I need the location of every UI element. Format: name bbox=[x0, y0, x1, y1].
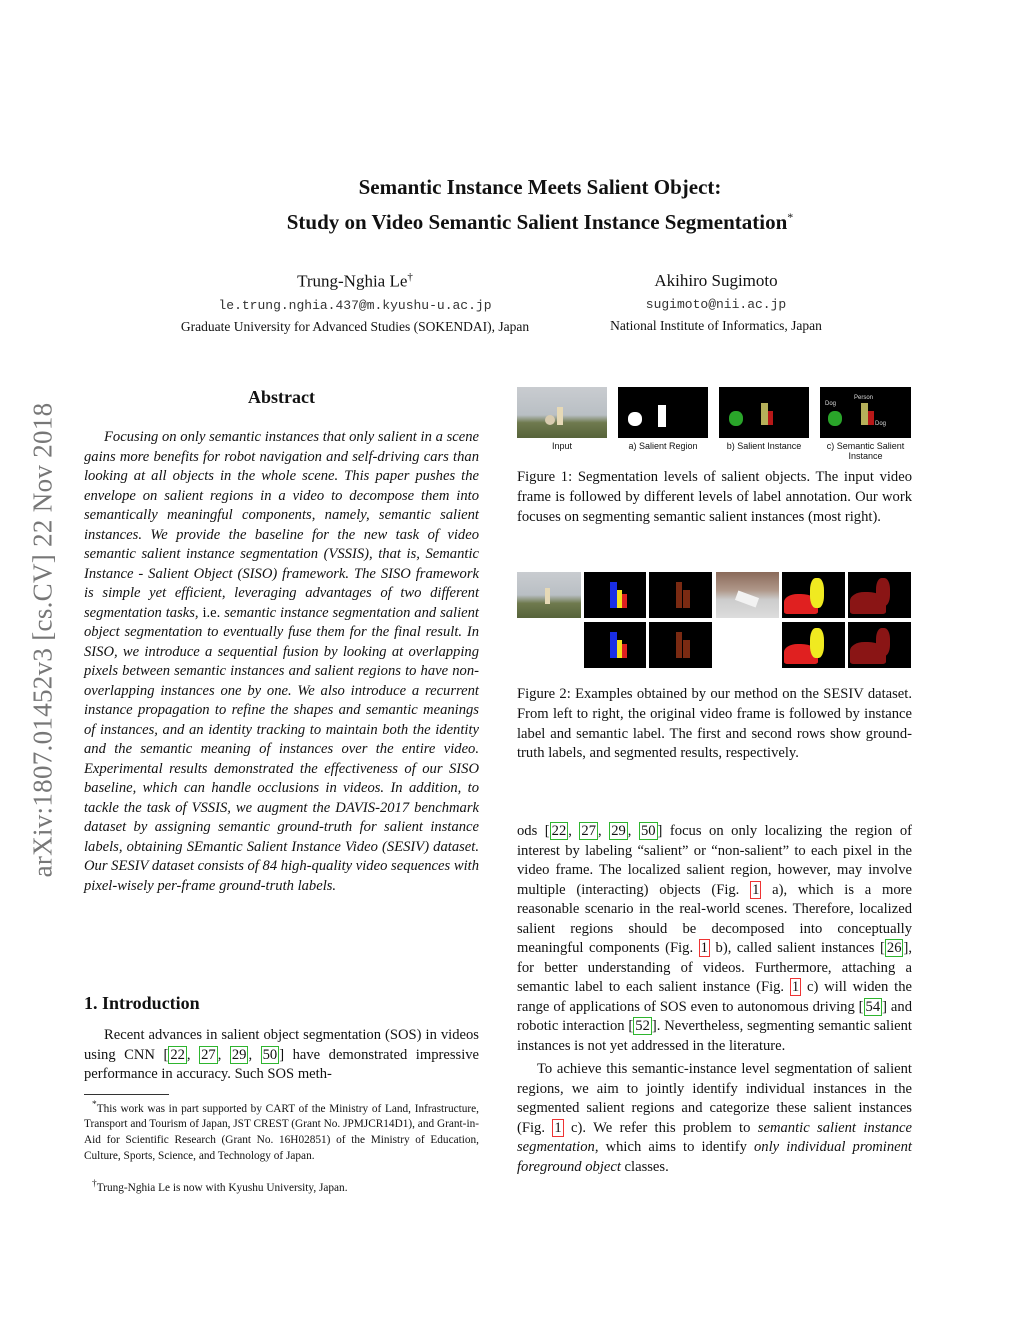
intro-paragraph-1: Recent advances in salient object segmentation (SOS) in videos using CNN [ 22 , 27 , 29 , 50 ] have demonstrated impressive performance in accuracy. Such SOS meth- bbox=[84, 1027, 480, 1083]
citation-27[interactable]: 27 bbox=[201, 1046, 216, 1063]
citation-29[interactable]: 29 bbox=[231, 1046, 247, 1063]
arxiv-stamp-text: arXiv:1807.01452v3 [cs.CV] 22 Nov 2018 bbox=[27, 402, 58, 878]
fig2-instance-gt-1 bbox=[584, 572, 646, 618]
section-heading-introduction: 1. Introduction bbox=[84, 993, 200, 1013]
abstract-heading: Abstract bbox=[248, 387, 315, 407]
fig1-semantic-instance-image bbox=[820, 387, 911, 438]
author-affiliation-2: National Institute of Informatics, Japan bbox=[610, 318, 822, 333]
fig2-instance-result-1 bbox=[584, 622, 646, 668]
fig1-label-semantic-salient-instance: c) Semantic Salient Instance bbox=[826, 441, 905, 461]
title-footnote-mark: * bbox=[787, 210, 794, 224]
fig1-tag-dog-left: Dog bbox=[825, 401, 837, 407]
citation-50[interactable]: 50 bbox=[262, 1046, 278, 1063]
fig1-salient-instance-image bbox=[719, 387, 809, 438]
figure-2 bbox=[517, 572, 912, 669]
author-block-2 bbox=[585, 271, 847, 334]
fig1-label-input: Input bbox=[551, 441, 573, 451]
figure-1-caption: Figure 1: Segmentation levels of salient objects. The input video frame is followed by different levels of label annotation. Our work focuses on segmenting semantic salient instances (most right). bbox=[517, 469, 912, 525]
fig2-frame-2 bbox=[716, 572, 779, 618]
citation-22[interactable]: 22 bbox=[551, 823, 567, 839]
fig2-semantic-gt-1 bbox=[649, 572, 712, 618]
fig2-instance-gt-2 bbox=[782, 572, 845, 618]
figure-ref-1[interactable]: 1 bbox=[791, 979, 800, 995]
fig2-semantic-result-1 bbox=[649, 622, 712, 668]
citation-27[interactable]: 27 bbox=[581, 823, 597, 839]
right-paragraph-2: To achieve this semantic-instance level segmentation of salient regions, we aim to jointly identify individual instances in the segmented salient regions and categorize these salient instances (Fig. 1 c). We refer this problem to semantic salient instance segmentation, which aims to identify only individual prominent foreground object classes. bbox=[517, 1061, 912, 1175]
arxiv-stamp bbox=[18, 340, 68, 940]
fig2-instance-result-2 bbox=[782, 622, 845, 668]
paper-title bbox=[120, 172, 960, 237]
footnote-2: †Trung-Nghia Le is now with Kyushu University, Japan. bbox=[92, 1179, 348, 1194]
citation-50[interactable]: 50 bbox=[640, 823, 656, 839]
author-affiliation-1: Graduate University for Advanced Studies (SOKENDAI), Japan bbox=[180, 318, 530, 334]
figure-ref-1[interactable]: 1 bbox=[554, 1119, 562, 1136]
right-paragraph-1: ods [ 22 , 27 , 29 , 50 ] focus on only localizing the region of interest by labeling “salient” or “non-salient” to each pixel in the video frame. The localized salient region, however, may involve multiple (interacting) objects (Fig. 1 a), which is a more reasonable scenario in the real-world scenes. Therefore, localized salient regions should be decomposed into conceptually meaningful components (Fig. 1 b), called salient instances [ 26 ], for better understanding of videos. Furthermore, attaching a semantic label to each salient instance (Fig. 1 c) will widen the range of applications of SOS even to autonomous driving [ 54 ] and robotic interaction [ 52 ]. Nevertheless, segmenting semantic salient instances is not yet addressed in the literature. bbox=[517, 823, 913, 1054]
title-line-2: Study on Video Semantic Salient Instance Segmentation* bbox=[286, 210, 794, 234]
fig2-frame-1 bbox=[517, 572, 581, 618]
fig2-semantic-gt-2 bbox=[848, 572, 911, 618]
fig1-salient-region-image bbox=[618, 387, 708, 438]
term-prominent-foreground: only individual prominent foreground object bbox=[517, 1139, 912, 1175]
fig1-tag-dog-right: Dog bbox=[875, 421, 887, 427]
author-name-2: Akihiro Sugimoto bbox=[654, 271, 778, 290]
figure-1 bbox=[517, 387, 912, 467]
figure-ref-1[interactable]: 1 bbox=[752, 881, 760, 898]
title-line-1: Semantic Instance Meets Salient Object: bbox=[358, 175, 722, 199]
citation-54[interactable]: 54 bbox=[865, 998, 881, 1015]
figure-2-caption: Figure 2: Examples obtained by our method on the SESIV dataset. From left to right, the original video frame is followed by instance label and semantic label. The first and second rows show ground-truth labels, and segmented results, respectively. bbox=[517, 686, 912, 762]
citation-29[interactable]: 29 bbox=[611, 823, 626, 839]
author-block-1 bbox=[160, 271, 550, 335]
fig1-label-salient-instance: b) Salient Instance bbox=[726, 441, 802, 451]
right-column-body bbox=[517, 822, 912, 1177]
abstract-body: Focusing on only semantic instances that only salient in a scene gains more benefits for robot navigation and self-driving cars than looking at all objects in the whole scene. This paper pushes the envelope on salient regions in a video to decompose them into semantically meaningful components, namely, semantic salient instances. We provide the baseline for the new task of video semantic salient instance segmentation (VSSIS), that is, Semantic Instance - Salient Object (SISO) framework. The SISO framework is simple yet efficient, leveraging advantages of two different segmentation tasks, i.e. semantic instance segmentation and salient object segmentation to eventually fuse them for the final result. In SISO, we introduce a sequential fusion by looking at overlapping pixels between semantic instances and salient regions to have non-overlapping instances one by one. We also introduce a recurrent instance propagation to refine the shapes and semantic meanings of instances, and an identity tracking to maintain both the identity and the semantic meaning of instances over the entire video. Experimental results demonstrated the effectiveness of our SISO baseline, which can handle occlusions in videos. In addition, to tackle the task of VSSIS, we augment the DAVIS-2017 benchmark dataset by assigning semantic ground-truth for salient instance labels, obtaining SEmantic Salient Instance Video (SESIV) dataset. Our SESIV dataset consists of 84 high-quality video sequences with pixel-wisely per-frame ground-truth labels. bbox=[84, 429, 479, 894]
fig1-label-salient-region: a) Salient Region bbox=[628, 441, 698, 451]
citation-22[interactable]: 22 bbox=[170, 1046, 185, 1063]
footnote-1: *This work was in part supported by CART of the Ministry of Land, Infrastructure, Transport and Tourism of Japan, JST CREST (Grant No. JPMJCR14D1), and Grant-in-Aid for Scientific Research (Grant No. 16H02851) of the Ministry of Education, Culture, Sports, Science, and Technology of Japan. bbox=[84, 1100, 479, 1162]
author-email-1[interactable]: le.trung.nghia.437@m.kyushu-u.ac.jp bbox=[218, 297, 492, 313]
author-email-2[interactable]: sugimoto@nii.ac.jp bbox=[645, 297, 787, 312]
abstract-ie: i.e. bbox=[202, 604, 221, 621]
fig2-semantic-result-2 bbox=[848, 622, 911, 668]
footnote-rule bbox=[84, 1094, 169, 1095]
citation-26[interactable]: 26 bbox=[886, 940, 902, 956]
term-semantic-salient-instance-segmentation: semantic salient instance segmentation bbox=[517, 1119, 912, 1155]
fig1-input-image bbox=[517, 387, 607, 438]
author-name-1: Trung-Nghia Le† bbox=[297, 271, 413, 291]
citation-52[interactable]: 52 bbox=[635, 1018, 650, 1034]
figure-ref-1[interactable]: 1 bbox=[700, 940, 708, 956]
fig1-tag-person: Person bbox=[854, 395, 874, 401]
